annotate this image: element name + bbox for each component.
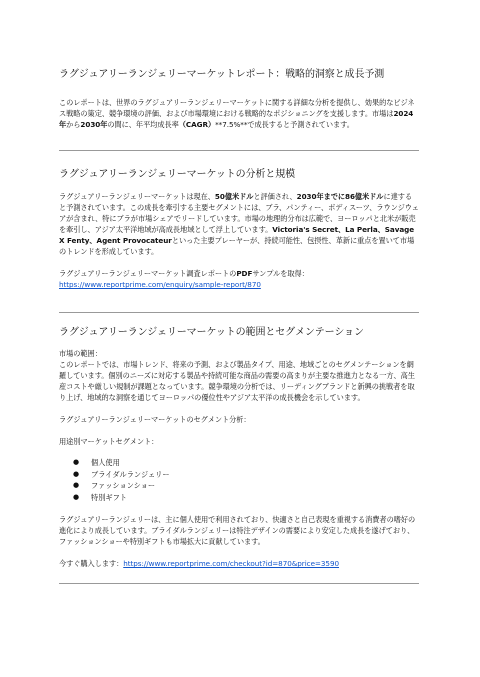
bullet-icon: ● bbox=[73, 481, 80, 489]
segment-analysis-label: ラグジュアリーランジェリーマーケットのセグメント分析： bbox=[59, 415, 251, 424]
divider bbox=[59, 312, 419, 313]
list-item: ● 個人使用 bbox=[73, 458, 120, 467]
list-item: ● ファッションショー bbox=[73, 481, 156, 490]
list-item: ● 特別ギフト bbox=[73, 492, 127, 502]
section-heading-analysis: ラグジュアリーランジェリーマーケットの分析と規模 bbox=[59, 169, 296, 180]
checkout-link[interactable]: https://www.reportprime.com/checkout?id=870&price=3590 bbox=[123, 559, 339, 568]
scope-paragraph: このレポートでは、市場トレンド、将来の予測、および製品タイプ、用途、地域ごとのセグメンテーションを網羅しています。個別のニーズに対応する製品や持続可能な商品の需要の高まりが主要な推進力となる一方、高生産コストや厳しい規制が課題となっています。競争環境の分析では、リーディングブランドと新興の挑戦者を取り上げ、地域的な洞察を通じてヨーロッパの優位性やアジア太平洋の成長機会を示しています。 bbox=[59, 360, 415, 402]
bullet-icon: ● bbox=[73, 492, 80, 501]
bullet-icon: ● bbox=[73, 469, 80, 478]
bullet-icon: ● bbox=[73, 458, 80, 466]
divider bbox=[59, 583, 419, 584]
divider bbox=[59, 150, 419, 151]
segment-list bbox=[59, 457, 419, 503]
summary-paragraph: ラグジュアリーランジェリーは、主に個人使用で利用されており、快適さと自己表現を重視する消費者の嗜好の進化により成長しています。ブライダルランジェリーは特注デザインの需要により安定した成長を遂げており、ファッションショーや特別ギフトも市場拡大に貢献しています。 bbox=[59, 515, 416, 546]
buy-now-line: 今すぐ購入します：https://www.reportprime.com/checkout?id=870&price=3590 bbox=[59, 559, 339, 568]
document-page bbox=[59, 68, 419, 584]
analysis-paragraph: ラグジュアリーランジェリーマーケットは現在、50億米ドルと評価され、2030年までに86億米ドルに達すると予測されています。この成長を牽引する主要セグメントには、ブラ、パンティー、ボディスーツ、ラウンジウェアが含まれ、特にブラが市場シェアでリードしています。市場の地理的分布は広範で、ヨーロッパと北米が販売を牽引し、アジア太平洋地域が高成長地域として浮上しています。Victoria's Secret、La Perla、Savage X Fenty、Agent Provocateurといった主要プレーヤーが、持続可能性、包摂性、革新に重点を置いて市場のトレンドを形成しています。 bbox=[59, 192, 419, 256]
section-heading-scope: ラグジュアリーランジェリーマーケットの範囲とセグメンテーション bbox=[59, 327, 364, 338]
list-item: ● ブライダルランジェリー bbox=[73, 469, 170, 479]
by-use-label: 用途別マーケットセグメント： bbox=[59, 437, 159, 446]
scope-label: 市場の範囲： bbox=[59, 349, 102, 358]
report-title: ラグジュアリーランジェリーマーケットレポート：戦略的洞察と成長予測 bbox=[59, 69, 385, 80]
intro-paragraph: このレポートは、世界のラグジュアリーランジェリーマーケットに関する詳細な分析を提供し、効果的なビジネス戦略の策定、競争環境の評価、および市場環境における戦略的なポジショニングを支援します。市場は2024年から2030年の間に、年平均成長率（CAGR）**7.5%**で成長すると予測されています。 bbox=[59, 98, 415, 129]
sample-report-link[interactable]: https://www.reportprime.com/enquiry/sample-report/870 bbox=[59, 280, 261, 289]
sample-request-line: ラグジュアリーランジェリーマーケット調査レポートのPDFサンプルを取得： https://www.reportprime.com/enquiry/sample-report/870 bbox=[59, 269, 309, 289]
